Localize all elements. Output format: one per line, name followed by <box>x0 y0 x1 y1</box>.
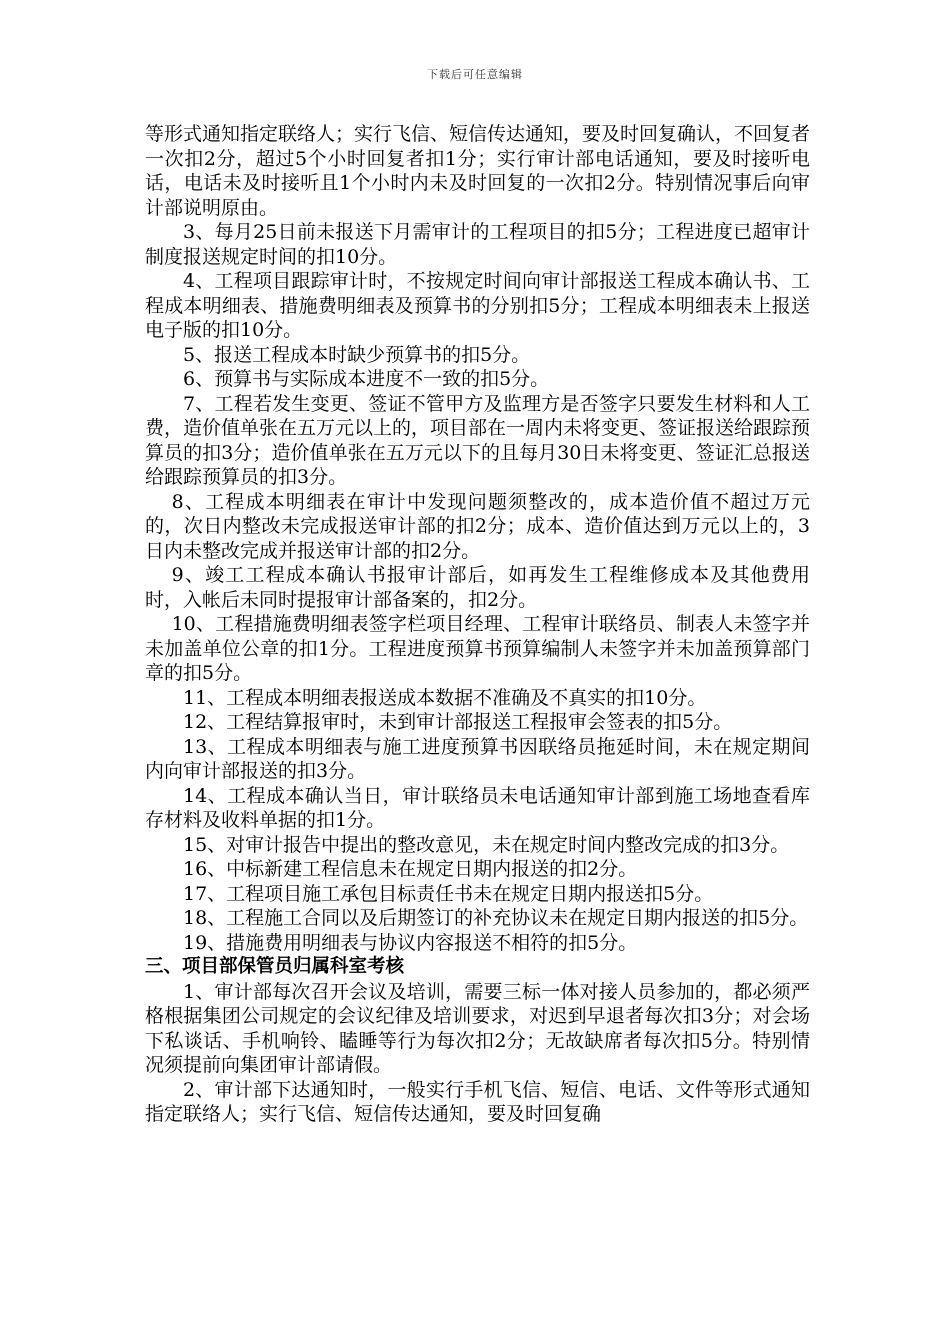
paragraph-item-5: 5、报送工程成本时缺少预算书的扣5分。 <box>183 343 531 366</box>
paragraph-item-3: 3、每月25日前未报送下月需审计的工程项目的扣5分；工程进度已超审计制度报送规定时间的扣10分。 <box>145 221 810 268</box>
page-header-note: 下载后可任意编辑 <box>427 68 523 81</box>
paragraph-item-6: 6、预算书与实际成本进度不一致的扣5分。 <box>183 368 550 390</box>
paragraph-item-11: 11、工程成本明细表报送成本数据不准确及不真实的扣10分。 <box>183 686 707 709</box>
paragraph-item-18: 18、工程施工合同以及后期签订的补充协议未在规定日期内报送的扣5分。 <box>183 907 809 929</box>
document-body <box>145 122 810 1127</box>
paragraph-item-4: 4、工程项目跟踪审计时，不按规定时间向审计部报送工程成本确认书、工程成本明细表、措施费明细表及预算书的分别扣5分；工程成本明细表未上报送电子版的扣10分。 <box>145 270 810 341</box>
paragraph-continuation: 等形式通知指定联络人；实行飞信、短信传达通知，要及时回复确认，不回复者一次扣2分，超过5个小时回复者扣1分；实行审计部电话通知，要及时接听电话，电话未及时接听且1个小时内未及时回复的一次扣2分。特别情况事后向审计部说明原由。 <box>145 123 811 219</box>
paragraph-item-8: 8、工程成本明细表在审计中发现问题须整改的，成本造价值不超过万元的，次日内整改未完成报送审计部的扣2分；成本、造价值达到万元以上的，3日内未整改完成并报送审计部的扣2分。 <box>145 490 810 562</box>
paragraph-item-12: 12、工程结算报审时，未到审计部报送工程报审会签表的扣5分。 <box>183 711 733 733</box>
paragraph-section3-item-1: 1、审计部每次召开会议及培训，需要三标一体对接人员参加的，都必须严格根据集团公司规定的会议纪律及培训要求，对迟到早退者每次扣3分；对会场下私谈话、手机响铃、瞌睡等行为每次扣2分；无故缺席者每次扣5分。特别情况须提前向集团审计部请假。 <box>145 980 810 1076</box>
paragraph-item-19: 19、措施费用明细表与协议内容报送不相符的扣5分。 <box>183 931 638 954</box>
paragraph-item-17: 17、工程项目施工承包目标责任书未在规定日期内报送扣5分。 <box>183 882 714 905</box>
paragraph-item-15: 15、对审计报告中提出的整改意见，未在规定时间内整改完成的扣3分。 <box>183 833 790 856</box>
paragraph-item-9: 9、竣工工程成本确认书报审计部后，如再发生工程维修成本及其他费用时，入帐后未同时提报审计部备案的，扣2分。 <box>145 564 810 611</box>
paragraph-item-13: 13、工程成本明细表与施工进度预算书因联络员拖延时间，未在规定期间内向审计部报送的扣3分。 <box>145 735 810 782</box>
paragraph-item-14: 14、工程成本确认当日，审计联络员未电话通知审计部到施工场地查看库存材料及收料单据的扣1分。 <box>145 784 810 831</box>
section-heading: 三、项目部保管员归属科室考核 <box>145 956 405 977</box>
paragraph-item-7: 7、工程若发生变更、签证不管甲方及监理方是否签字只要发生材料和人工费，造价值单张在五万元以上的，项目部在一周内未将变更、签证报送给跟踪预算员的扣3分；造价值单张在五万元以下的且每月30日未将变更、签证汇总报送给跟踪预算员的扣3分。 <box>145 392 811 488</box>
paragraph-item-10: 10、工程措施费明细表签字栏项目经理、工程审计联络员、制表人未签字并未加盖单位公章的扣1分。工程进度预算书预算编制人未签字并未加盖预算部门章的扣5分。 <box>145 613 810 684</box>
paragraph-item-16: 16、中标新建工程信息未在规定日期内报送的扣2分。 <box>183 858 638 880</box>
paragraph-section3-item-2: 2、审计部下达通知时，一般实行手机飞信、短信、电话、文件等形式通知指定联络人；实行飞信、短信传达通知，要及时回复确 <box>145 1078 810 1125</box>
